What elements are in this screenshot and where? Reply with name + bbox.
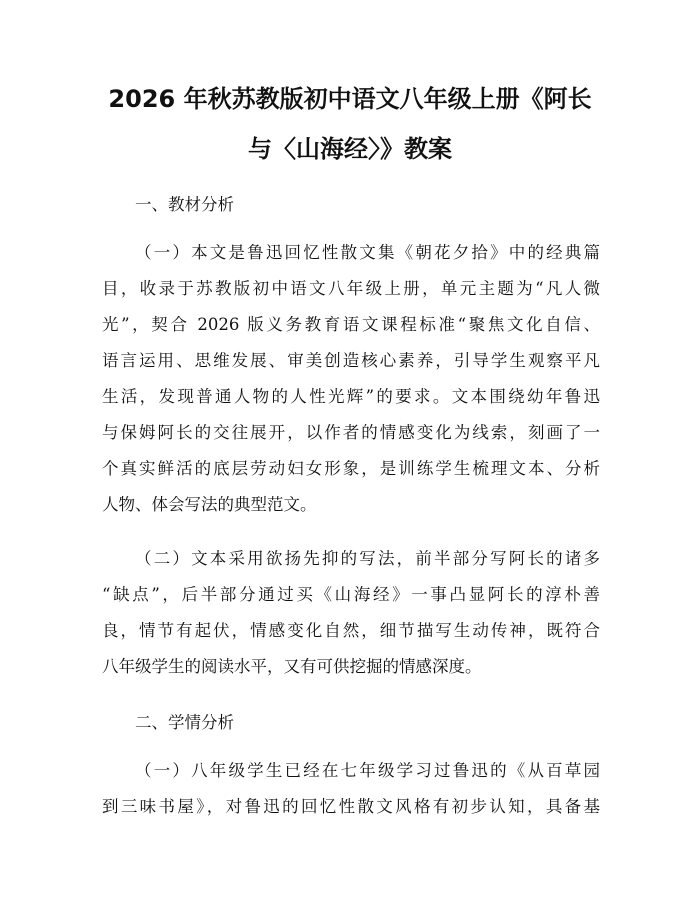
paragraph-material-1 — [102, 235, 600, 523]
paragraph-student-1 — [102, 753, 600, 825]
paragraph-line: （一）八年级学生已经在七年级学习过鲁迅的《从百草园 — [135, 761, 600, 780]
paragraph-line: 目，收录于苏教版初中语文八年级上册，单元主题为“凡人微 — [102, 279, 600, 298]
paragraph-line: “缺点”，后半部分通过买《山海经》一事凸显阿长的淳朴善 — [102, 585, 600, 604]
paragraph-line: 到三味书屋》，对鲁迅的回忆性散文风格有初步认知，具备基 — [102, 797, 600, 816]
document-body — [102, 185, 600, 843]
paragraph-line: 良，情节有起伏，情感变化自然，细节描写生动传神，既符合 — [102, 621, 600, 640]
paragraph-line: 与保姆阿长的交往展开，以作者的情感变化为线索，刻画了一 — [102, 423, 600, 442]
paragraph-line: 光”，契合 2026 版义务教育语文课程标准“聚焦文化自信、 — [102, 315, 600, 334]
paragraph-line: 人物、体会写法的典型范文。 — [102, 495, 317, 514]
paragraph-line: 语言运用、思维发展、审美创造核心素养，引导学生观察平凡 — [102, 351, 600, 370]
paragraph-material-2 — [102, 541, 600, 685]
section-heading-teaching-material-analysis: 一、教材分析 — [135, 195, 234, 214]
paragraph-line: （二）文本采用欲扬先抑的写法，前半部分写阿长的诸多 — [135, 549, 600, 568]
title-line-1: 2026 年秋苏教版初中语文八年级上册《阿长 — [108, 85, 592, 113]
section-heading-student-analysis: 二、学情分析 — [135, 713, 234, 732]
title-line-2: 与〈山海经〉》教案 — [248, 135, 452, 163]
paragraph-line: 八年级学生的阅读水平，又有可供挖掘的情感深度。 — [102, 657, 482, 676]
paragraph-line: （一）本文是鲁迅回忆性散文集《朝花夕拾》中的经典篇 — [135, 243, 600, 262]
paragraph-line: 个真实鲜活的底层劳动妇女形象，是训练学生梳理文本、分析 — [102, 459, 600, 478]
document-title — [70, 80, 630, 168]
paragraph-line: 生活，发现普通人物的人性光辉”的要求。文本围绕幼年鲁迅 — [102, 387, 600, 406]
